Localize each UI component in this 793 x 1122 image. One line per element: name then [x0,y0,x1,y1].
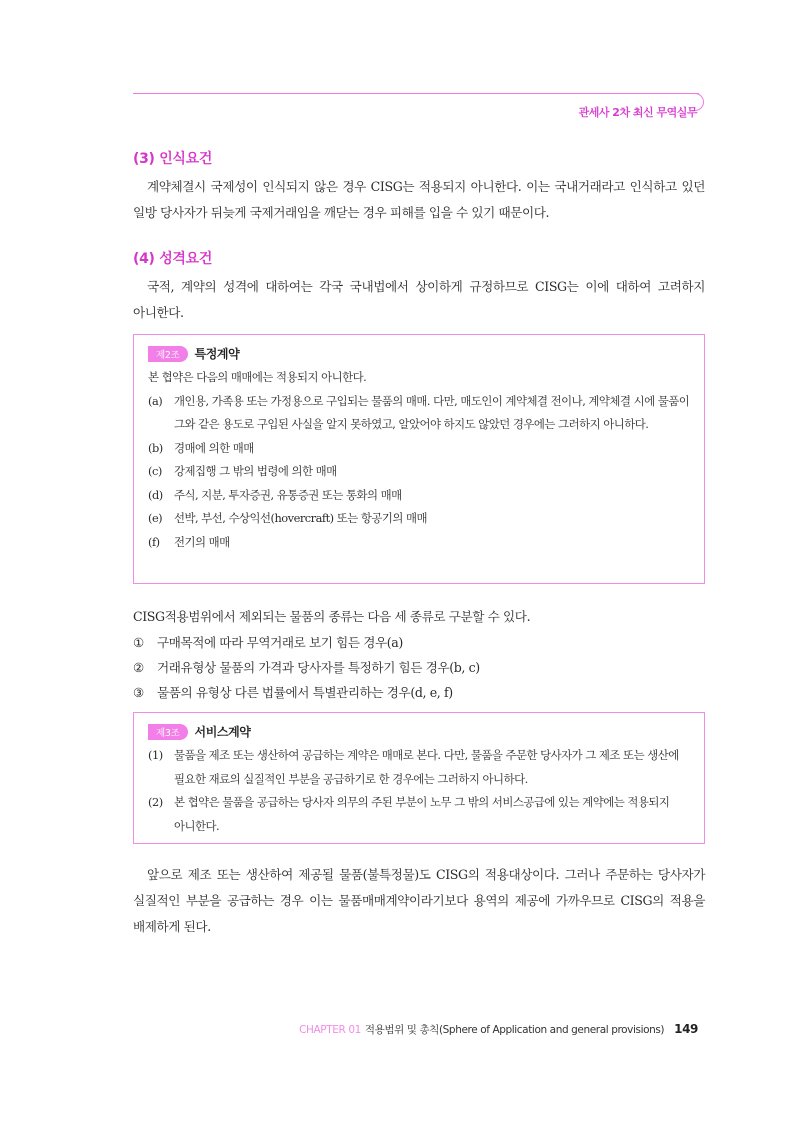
article-3-box [133,712,705,844]
article-2-item [148,484,690,508]
item-text: 물품을 제조 또는 생산하여 공급하는 계약은 매매로 본다. 다만, 물품을 주문한 당사자가 그 제조 또는 생산에 필요한 재료의 실질적인 부분을 공급하기로 한 경우에는 그러하지 아니하다. [174,748,679,786]
article-3-item [148,744,690,791]
item-text: 개인용, 가족용 또는 가정용으로 구입되는 물품의 매매. 다만, 매도인이 계약체결 전이나, 계약체결 시에 물품이 그와 같은 용도로 구입된 사실을 알지 못하였고, 알았어야 하지도 않았던 경우에는 그러하지 아니하다. [174,393,690,431]
chapter-title: 적용범위 및 총칙(Sphere of Application and general provisions) [364,1024,665,1036]
item-text: 전기의 매매 [174,534,230,549]
item-label: (e) [148,511,163,525]
item-label: (f) [148,534,160,549]
classification-intro: CISG적용범위에서 제외되는 물품의 종류는 다음 세 종류로 구분할 수 있다. [133,609,531,624]
item-text: 경매에 의한 매매 [174,440,254,455]
item-text: 주식, 지분, 투자증권, 유통증권 또는 통화의 매매 [174,487,402,502]
item-number: ① [133,635,144,650]
item-text: 선박, 부선, 수상익선(hovercraft) 또는 항공기의 매매 [174,511,428,525]
item-number: ③ [133,685,144,700]
page-number: 149 [674,1022,698,1036]
item-text: 강제집행 그 밖의 법령에 의한 매매 [174,464,337,478]
header-rule [133,93,699,94]
chapter-label: CHAPTER 01 [299,1024,361,1036]
item-text: 거래유형상 물품의 가격과 당사자를 특정하기 힘든 경우(b, c) [157,660,480,675]
classification-item [133,657,705,676]
section-heading-nature: (4) 성격요건 [133,251,213,267]
article-3-title: 서비스계약 [194,725,251,739]
item-label: (d) [148,487,163,502]
item-label: (2) [148,795,163,809]
article-2-box [133,334,705,584]
article-2-header [148,345,690,362]
article-2-title: 특정계약 [194,347,240,361]
article-3-header [148,723,690,740]
article-2-item [148,460,690,484]
item-label: (c) [148,464,162,478]
item-label: (b) [148,440,163,455]
page-footer [299,1022,698,1037]
article-2-item [148,531,690,555]
classification-item [133,682,705,701]
item-label: (a) [148,393,163,408]
article-2-item [148,507,690,531]
article-2-badge: 제2조 [148,346,188,362]
classification-item [133,632,705,651]
article-3-badge: 제3조 [148,724,188,740]
item-label: (1) [148,748,163,762]
item-text: 구매목적에 따라 무역거래로 보기 힘든 경우(a) [157,635,403,650]
article-2-item [148,437,690,461]
closing-paragraph: 앞으로 제조 또는 생산하여 제공될 물품(불특정물)도 CISG의 적용대상이다. 그러나 주문하는 당사자가 실질적인 부분을 공급하는 경우 이는 물품매매계약이라기보다 용역의 제공에 가까우므로 CISG의 적용을 배제하게 된다. [133,867,705,934]
item-text: 본 협약은 물품을 공급하는 당사자 의무의 주된 부분이 노무 그 밖의 서비스공급에 있는 계약에는 적용되지 아니한다. [174,795,670,833]
article-3-item [148,791,690,838]
section-paragraph-nature: 국적, 계약의 성격에 대하여는 각국 국내법에서 상이하게 규정하므로 CISG는 이에 대하여 고려하지 아니한다. [133,279,705,320]
section-heading-recognition: (3) 인식요건 [133,151,213,167]
section-paragraph-recognition: 계약체결시 국제성이 인식되지 않은 경우 CISG는 적용되지 아니한다. 이는 국내거래라고 인식하고 있던 일방 당사자가 뒤늦게 국제거래임을 깨닫는 경우 피해를 입을 수 있기 때문이다. [133,179,705,220]
running-header: 관세사 2차 최신 무역실무 [578,106,697,119]
item-number: ② [133,660,144,675]
article-2-item [148,390,690,437]
article-2-intro: 본 협약은 다음의 매매에는 적용되지 아니한다. [148,370,367,384]
item-text: 물품의 유형상 다른 법률에서 특별관리하는 경우(d, e, f) [157,685,453,700]
